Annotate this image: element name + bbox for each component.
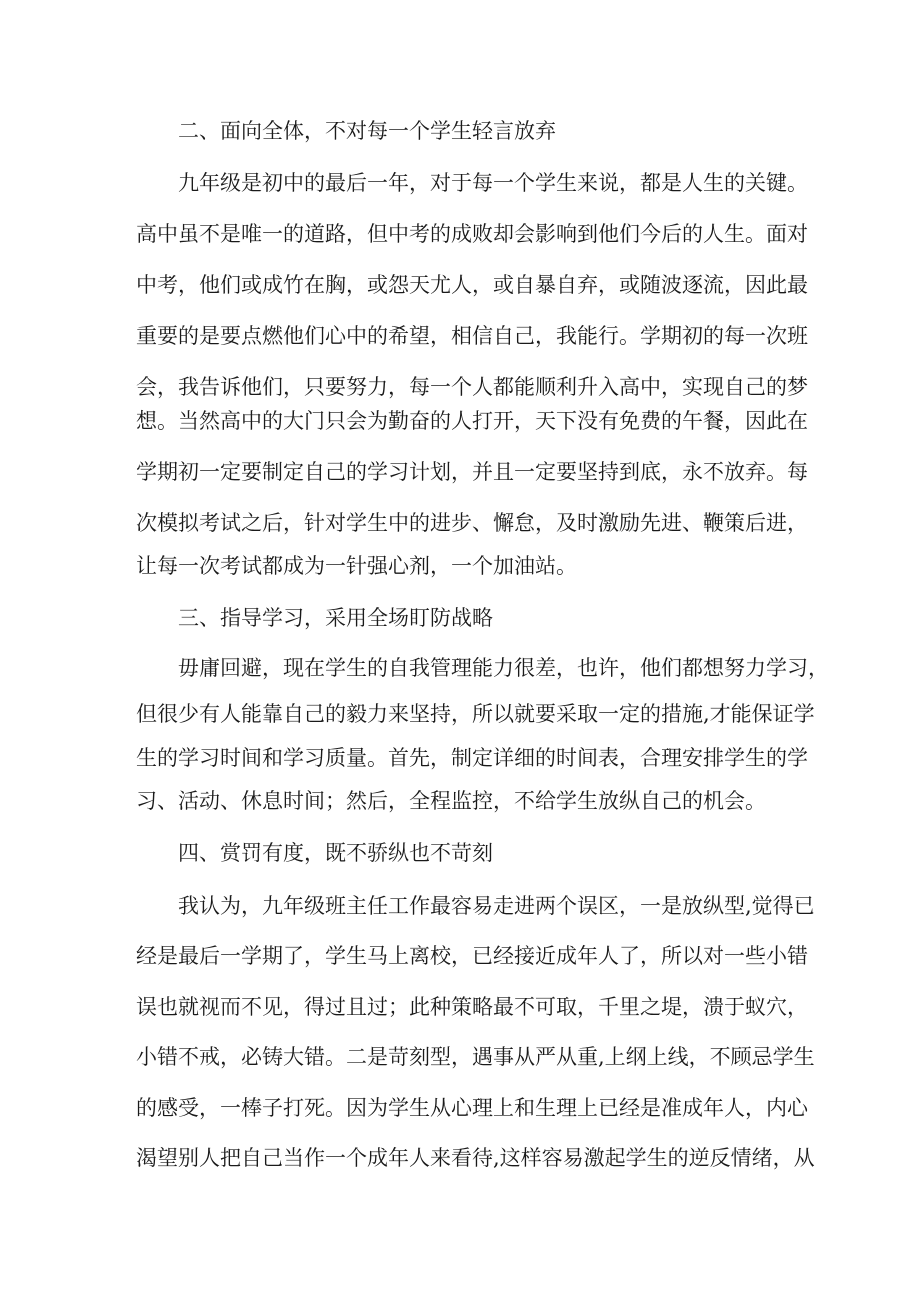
paragraph-line: 我认为，九年级班主任工作最容易走进两个误区，一是放纵型,觉得已 [178, 894, 815, 918]
paragraph-line: 毋庸回避，现在学生的自我管理能力很差，也许，他们都想努力学习， [178, 656, 829, 680]
paragraph-line: 的感受，一棒子打死。因为学生从心理上和生理上已经是准成年人，内心 [136, 1096, 808, 1120]
paragraph-line: 渴望别人把自己当作一个成年人来看待,这样容易激起学生的逆反情绪，从 [136, 1146, 815, 1170]
section-heading-2: 二、面向全体，不对每一个学生轻言放弃 [178, 119, 556, 143]
paragraph-line: 重要的是要点燃他们心中的希望，相信自己，我能行。学期初的每一次班 [136, 324, 808, 348]
paragraph-line: 会，我告诉他们，只要努力，每一个人都能顺利升入高中，实现自己的梦 [136, 375, 808, 399]
paragraph-line: 高中虽不是唯一的道路，但中考的成败却会影响到他们今后的人生。面对 [136, 222, 808, 246]
paragraph-line: 生的学习时间和学习质量。首先，制定详细的时间表，合理安排学生的学 [136, 746, 808, 770]
paragraph-line: 让每一次考试都成为一针强心剂，一个加油站。 [136, 554, 577, 578]
paragraph-line: 想。当然高中的大门只会为勤奋的人打开，天下没有免费的午餐，因此在 [136, 409, 808, 433]
paragraph-line: 学期初一定要制定自己的学习计划，并且一定要坚持到底，永不放弃。每 [136, 460, 808, 484]
section-heading-3: 三、指导学习，采用全场盯防战略 [178, 606, 493, 630]
paragraph-line: 九年级是初中的最后一年，对于每一个学生来说，都是人生的关键。 [178, 171, 808, 195]
paragraph-line: 误也就视而不见，得过且过；此种策略最不可取，千里之堤，溃于蚁穴， [136, 995, 808, 1019]
paragraph-line: 习、活动、休息时间；然后，全程监控，不给学生放纵自己的机会。 [136, 789, 766, 813]
paragraph-line: 但很少有人能靠自己的毅力来坚持，所以就要采取一定的措施,才能保证学 [136, 702, 815, 726]
paragraph-line: 次模拟考试之后，针对学生中的进步、懈怠，及时激励先进、鞭策后进， [136, 511, 808, 535]
paragraph-line: 经是最后一学期了，学生马上离校，已经接近成年人了，所以对一些小错 [136, 944, 808, 968]
paragraph-line: 小错不戒，必铸大错。二是苛刻型，遇事从严从重,上纲上线，不顾忌学生 [136, 1045, 815, 1069]
paragraph-line: 中考，他们或成竹在胸，或怨天尤人，或自暴自弃，或随波逐流，因此最 [136, 273, 808, 297]
section-heading-4: 四、赏罚有度，既不骄纵也不苛刻 [178, 841, 493, 865]
